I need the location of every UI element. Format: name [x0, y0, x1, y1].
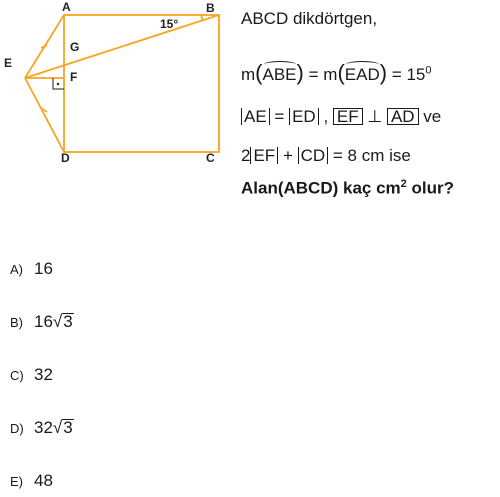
option-d-key: D) [10, 421, 24, 436]
measure-m-2: m [323, 65, 338, 84]
statement-line-2: $m(ABE) = m(EAD) = 15^0$ [241, 60, 432, 85]
option-c[interactable] [10, 365, 53, 385]
ve-text: ve [423, 107, 442, 126]
point-e-label: E [4, 56, 13, 70]
option-c-key: C) [10, 368, 24, 383]
point-d-label: D [61, 151, 70, 165]
point-f-label: F [70, 70, 78, 84]
condition-rest: = 8 cm ise [332, 146, 411, 165]
question-pre: Alan(ABCD) kaç cm [241, 178, 401, 198]
radical-sign: √ [52, 418, 63, 437]
question-text [241, 178, 454, 199]
length-cd: CD [298, 147, 329, 164]
option-e-value: 48 [34, 471, 53, 490]
equals: = [308, 65, 319, 84]
length-ae: AE [241, 108, 270, 125]
angle-abe: ABE [262, 65, 297, 84]
comma: , [323, 107, 329, 126]
segment-ef-bracket: EF [333, 108, 363, 125]
point-c-label: C [206, 151, 215, 165]
statement-line-3 [241, 107, 441, 127]
statement-line-1: ABCD dikdörtgen, [241, 9, 378, 28]
measure-m: m [241, 65, 256, 84]
length-ef: EF [250, 147, 278, 164]
option-a-key: A) [10, 262, 23, 277]
option-e-key: E) [10, 474, 23, 489]
radical-sign: √ [52, 312, 63, 331]
coef-two: 2 [241, 146, 251, 165]
option-d-value: 32 [34, 418, 53, 437]
option-a[interactable] [10, 259, 53, 279]
question-post: olur? [406, 178, 454, 198]
option-d-radicand: 3 [63, 418, 73, 437]
option-c-value: 32 [34, 365, 53, 384]
degree-sup: 0 [425, 64, 432, 77]
angle-label: 15° [160, 17, 179, 31]
equals-2: = [391, 65, 402, 84]
point-g-label: G [70, 40, 80, 54]
perp-symbol: ⊥ [367, 107, 383, 126]
equals-3: = [274, 107, 285, 126]
option-d[interactable] [10, 418, 74, 438]
option-a-value: 16 [34, 259, 53, 278]
option-b-value: 16 [34, 312, 53, 331]
angle-ead: EAD [344, 65, 380, 84]
option-b-radicand: 3 [63, 312, 73, 331]
option-b-key: B) [10, 315, 23, 330]
angle-value: 15 [406, 65, 426, 84]
question-sup: 2 [400, 178, 407, 190]
segment-eb [25, 15, 219, 78]
right-angle-dot [57, 83, 59, 85]
statement-line-4 [241, 146, 411, 166]
segment-ad-bracket: AD [387, 108, 419, 125]
rectangle-abcd [64, 15, 219, 152]
point-b-label: B [206, 1, 215, 15]
option-e[interactable] [10, 471, 53, 491]
point-a-label: A [62, 0, 71, 14]
option-b[interactable] [10, 312, 74, 332]
length-ed: ED [289, 108, 319, 125]
plus: + [282, 146, 293, 165]
geometry-figure [0, 0, 240, 170]
